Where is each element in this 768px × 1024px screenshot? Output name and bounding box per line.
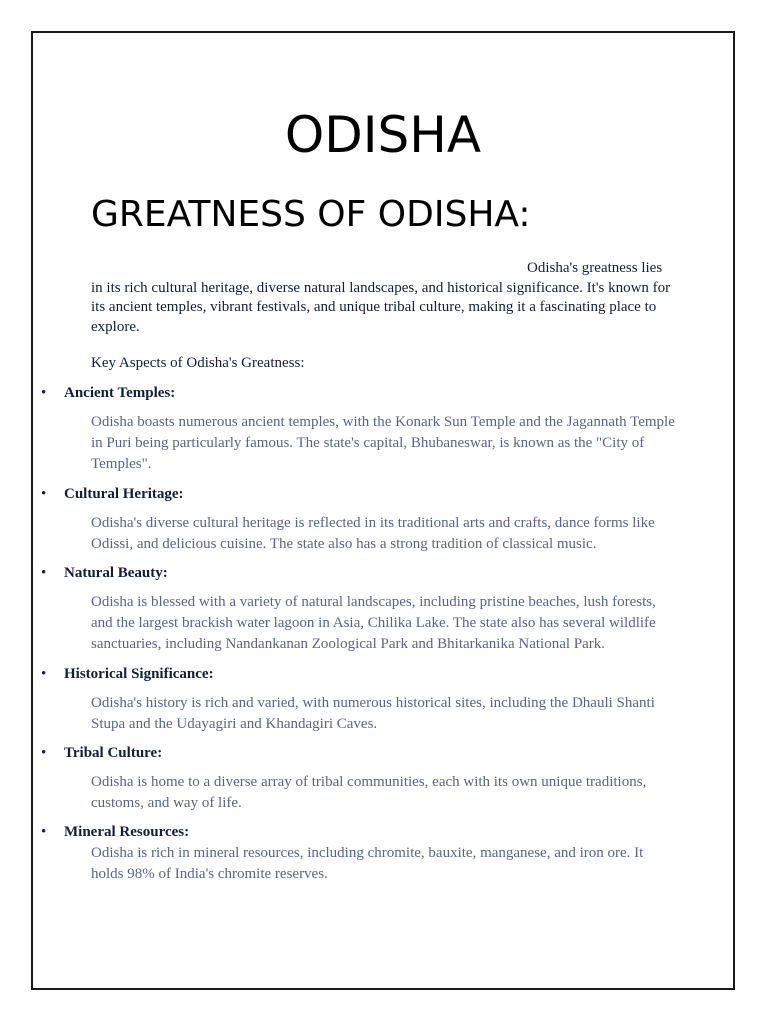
aspect-description: Odisha boasts numerous ancient temples, with the Konark Sun Temple and the Jagannath Temple in Puri being particularly famous. The state's capital, Bhubaneswar, is known as the "City of Temples". (91, 414, 675, 472)
intro-text: Odisha's greatness lies in its rich cultural heritage, diverse natural landscapes, and historical significance. It's known for its ancient temples, vibrant festivals, and unique tribal culture, making it a fascinating place to explore. (91, 260, 671, 335)
document-title: ODISHA (284, 106, 482, 164)
intro-paragraph (91, 259, 675, 337)
aspect-description: Odisha is blessed with a variety of natural landscapes, including pristine beaches, lush forests, and the largest brackish water lagoon in Asia, Chilika Lake. The state also has several wildlife sanctuaries, including Nandankanan Zoological Park and Bhitarkanika National Park. (91, 594, 656, 652)
aspect-description: Odisha's diverse cultural heritage is reflected in its traditional arts and crafts, dance forms like Odissi, and delicious cuisine. The state also has a strong tradition of classical music. (91, 515, 655, 552)
aspect-title: Cultural Heritage: (64, 486, 184, 502)
aspect-title: Tribal Culture: (64, 745, 163, 761)
aspect-title: Historical Significance: (64, 666, 214, 682)
document-page (31, 31, 735, 990)
bullet-icon: • (41, 565, 47, 581)
aspect-description: Odisha's history is rich and varied, with numerous historical sites, including the Dhauli Shanti Stupa and the Udayagiri and Khandagiri Caves. (91, 695, 655, 732)
bullet-icon: • (41, 666, 47, 682)
bullet-icon: • (41, 385, 47, 401)
bullet-icon: • (41, 486, 47, 502)
section-heading: GREATNESS OF ODISHA: (91, 194, 531, 235)
key-aspects-label: Key Aspects of Odisha's Greatness: (91, 355, 305, 371)
aspect-title: Ancient Temples: (64, 385, 176, 401)
bullet-icon: • (41, 824, 47, 840)
bullet-icon: • (41, 745, 47, 761)
aspect-title: Mineral Resources: (64, 824, 190, 840)
aspect-description: Odisha is home to a diverse array of tribal communities, each with its own unique traditions, customs, and way of life. (91, 774, 647, 811)
aspect-description: Odisha is rich in mineral resources, including chromite, bauxite, manganese, and iron ore. It holds 98% of India's chromite reserves. (91, 845, 644, 882)
aspect-title: Natural Beauty: (64, 565, 168, 581)
